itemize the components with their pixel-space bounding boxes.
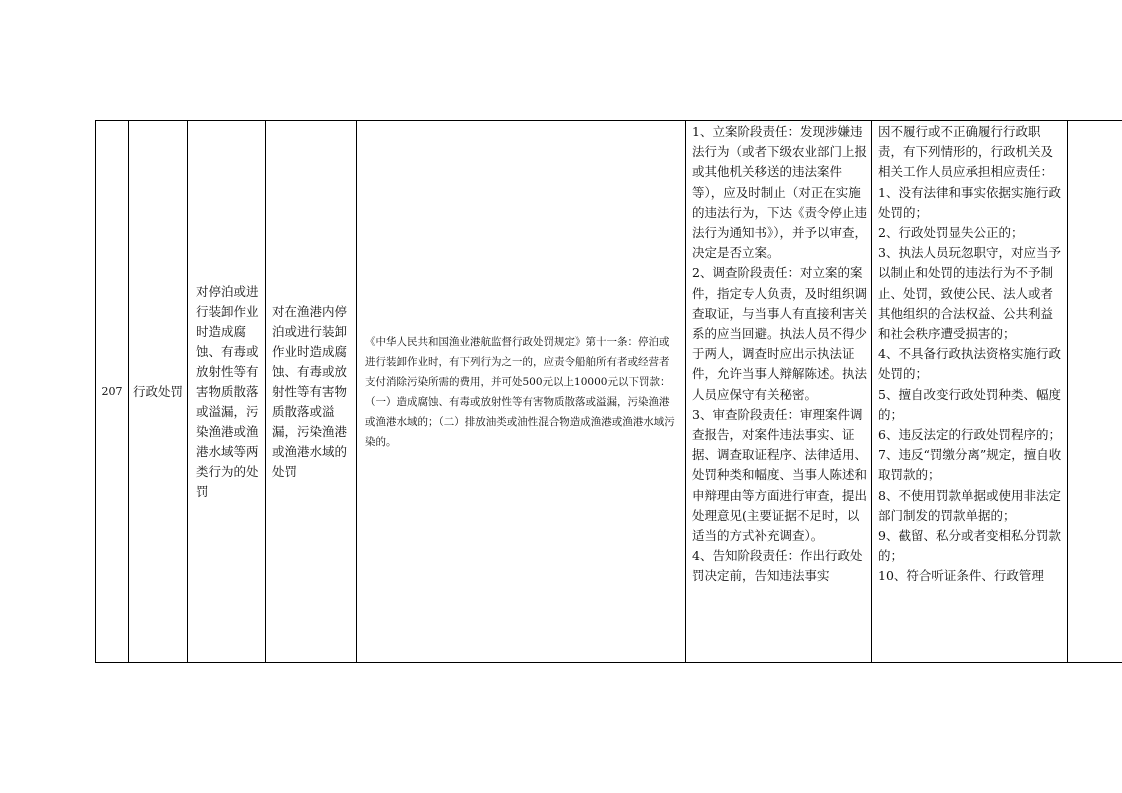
accountability-items <box>872 121 1068 663</box>
accountability-item: 因不履行或不正确履行行政职责，有下列情形的，行政机关及相关工作人员应承担相应责任： <box>878 124 1054 180</box>
responsibility-item: 4、告知阶段责任：作出行政处罚决定前，告知违法事实 <box>692 548 863 584</box>
responsibility-item: 2、调查阶段责任：对立案的案件，指定专人负责，及时组织调查取证，与当事人有直接利害关系的应当回避。执法人员不得少于两人，调查时应出示执法证件，允许当事人辩解陈述。执法人员应保守有关秘密。 <box>692 265 867 402</box>
accountability-item: 6、违反法定的行政处罚程序的； <box>878 427 1061 443</box>
accountability-item: 7、违反“罚缴分离”规定，擅自收取罚款的； <box>878 447 1062 483</box>
accountability-item: 2、行政处罚显失公正的； <box>878 225 1024 241</box>
power-list-table <box>95 120 1122 663</box>
power-sub-item-name: 对在渔港内停泊或进行装卸作业时造成腐蚀、有毒或放射性等有害物质散落或溢漏，污染渔港或渔港水域的处罚 <box>266 121 357 663</box>
accountability-item: 1、没有法律和事实依据实施行政处罚的； <box>878 184 1061 220</box>
power-type: 行政处罚 <box>129 121 188 663</box>
table-row <box>96 121 1122 663</box>
accountability-item: 5、擅自改变行政处罚种类、幅度的； <box>878 386 1061 422</box>
responsibility-items <box>686 121 872 663</box>
accountability-item: 3、执法人员玩忽职守，对应当予以制止和处罚的违法行为不予制止、处罚，致使公民、法人或者其他组织的合法权益、公共利益和社会秩序遭受损害的； <box>878 245 1061 342</box>
accountability-item: 10、符合听证条件、行政管理 <box>878 568 1044 584</box>
accountability-item: 8、不使用罚款单据或使用非法定部门制发的罚款单据的； <box>878 487 1061 523</box>
row-number: 207 <box>96 121 129 663</box>
accountability-item: 4、不具备行政执法资格实施行政处罚的； <box>878 346 1061 382</box>
accountability-item: 9、截留、私分或者变相私分罚款的； <box>878 528 1061 564</box>
legal-basis: 《中华人民共和国渔业港航监督行政处罚规定》第十一条：停泊或进行装卸作业时，有下列行为之一的，应责令船舶所有者或经营者支付消除污染所需的费用，并可处500元以上10000元以下罚款：（一）造成腐蚀、有毒或放射性等有害物质散落或溢漏，污染渔港或渔港水域的；（二）排放油类或油性混合物造成渔港或渔港水域污染的。 <box>357 121 686 663</box>
power-item-name: 对停泊或进行装卸作业时造成腐蚀、有毒或放射性等有害物质散落或溢漏，污染渔港或渔港水域等两类行为的处罚 <box>188 121 266 663</box>
remarks <box>1068 121 1122 663</box>
responsibility-item: 1、立案阶段责任：发现涉嫌违法行为（或者下级农业部门上报或其他机关移送的违法案件等），应及时制止（对正在实施的违法行为，下达《责令停止违法行为通知书》），并予以审查，决定是否立案。 <box>692 124 867 261</box>
responsibility-item: 3、审查阶段责任：审理案件调查报告，对案件违法事实、证据、调查取证程序、法律适用、处罚种类和幅度、当事人陈述和申辩理由等方面进行审查，提出处理意见(主要证据不足时，以适当的方式补充调查）。 <box>692 406 867 544</box>
